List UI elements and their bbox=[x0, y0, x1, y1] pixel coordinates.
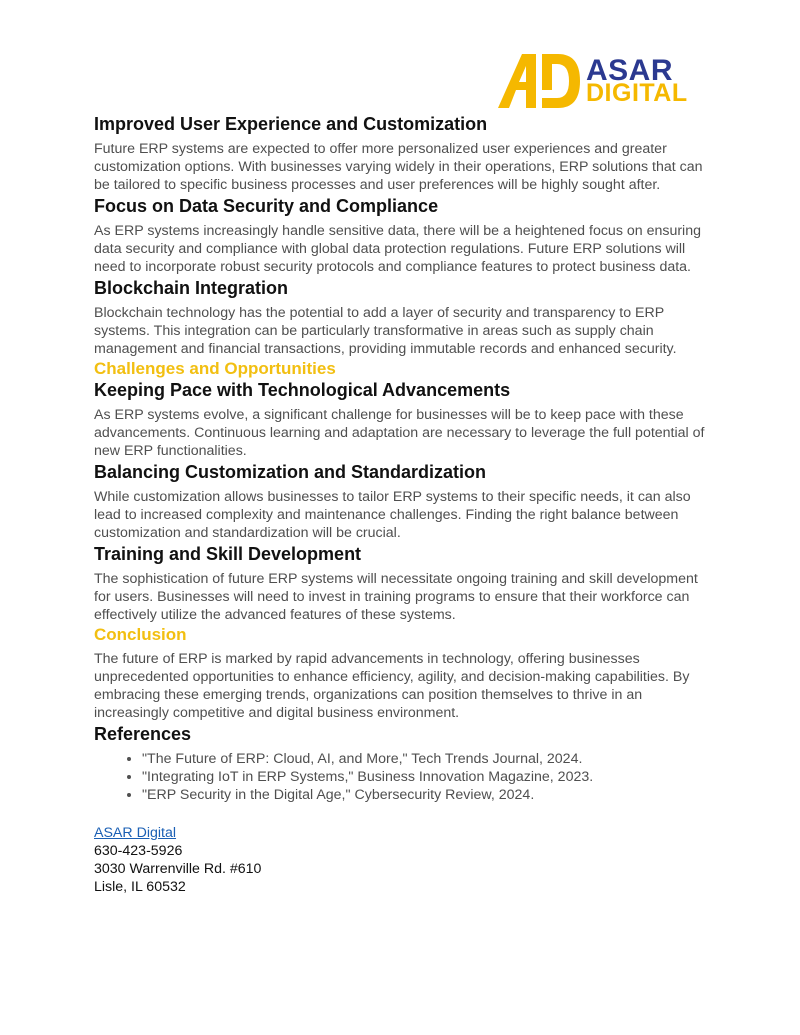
address-line-2: Lisle, IL 60532 bbox=[94, 879, 186, 895]
section-title: Balancing Customization and Standardization bbox=[94, 462, 487, 482]
contact-block bbox=[94, 824, 709, 896]
section-body: As ERP systems evolve, a significant challenge for businesses will be to keep pace with these advancements. Continuous learning and adaptation are necessary to leverage the full potential of new ERP functionalities. bbox=[94, 407, 705, 459]
section-body: The sophistication of future ERP systems will necessitate ongoing training and skill development for users. Businesses will need to invest in training programs to ensure that their workforce can effectively utilize the advanced features of these systems. bbox=[94, 571, 698, 623]
phone-number: 630-423-5926 bbox=[94, 843, 183, 859]
section-body: While customization allows businesses to tailor ERP systems to their specific needs, it can also lead to increased complexity and maintenance challenges. Finding the right balance between customization and standardization will be crucial. bbox=[94, 489, 691, 541]
address-line-1: 3030 Warrenville Rd. #610 bbox=[94, 861, 262, 877]
section-body: Future ERP systems are expected to offer more personalized user experiences and greater customization options. With businesses varying widely in their operations, ERP solutions that can be tailored to specific business processes and user preferences will be highly sought after. bbox=[94, 141, 703, 193]
references-list bbox=[94, 750, 709, 804]
logo-mark-icon bbox=[496, 50, 582, 110]
list-item: • "The Future of ERP: Cloud, AI, and More," Tech Trends Journal, 2024. bbox=[142, 750, 709, 768]
section-title: Improved User Experience and Customization bbox=[94, 114, 488, 134]
asar-digital-link[interactable]: ASAR Digital bbox=[94, 825, 177, 841]
section-title: Keeping Pace with Technological Advancements bbox=[94, 380, 511, 400]
section-title: Training and Skill Development bbox=[94, 544, 362, 564]
section-title: Blockchain Integration bbox=[94, 278, 289, 298]
document-body bbox=[94, 113, 709, 896]
references-title: References bbox=[94, 724, 192, 744]
list-item: • "ERP Security in the Digital Age," Cybersecurity Review, 2024. bbox=[142, 786, 709, 804]
logo-text-asar: ASAR bbox=[586, 54, 674, 87]
section-title: Focus on Data Security and Compliance bbox=[94, 196, 439, 216]
section-body: Blockchain technology has the potential to add a layer of security and transparency to ERP systems. This integration can be particularly transformative in areas such as supply chain management and financial transactions, providing immutable records and enhanced security. bbox=[94, 305, 677, 357]
section-heading: Conclusion bbox=[94, 625, 187, 644]
section-heading: Challenges and Opportunities bbox=[94, 359, 336, 378]
list-item: • "Integrating IoT in ERP Systems," Business Innovation Magazine, 2023. bbox=[142, 768, 709, 786]
section-body: The future of ERP is marked by rapid advancements in technology, offering businesses unprecedented opportunities to enhance efficiency, agility, and decision-making capabilities. By embracing these emerging trends, organizations can position themselves to thrive in an increasingly competitive and digital business environment. bbox=[94, 651, 690, 721]
asar-digital-logo bbox=[496, 50, 700, 110]
logo-text-digital: DIGITAL bbox=[586, 79, 688, 107]
section-body: As ERP systems increasingly handle sensitive data, there will be a heightened focus on ensuring data security and compliance with global data protection regulations. Future ERP solutions will need to incorporate robust security protocols and compliance features to protect business data. bbox=[94, 223, 701, 275]
